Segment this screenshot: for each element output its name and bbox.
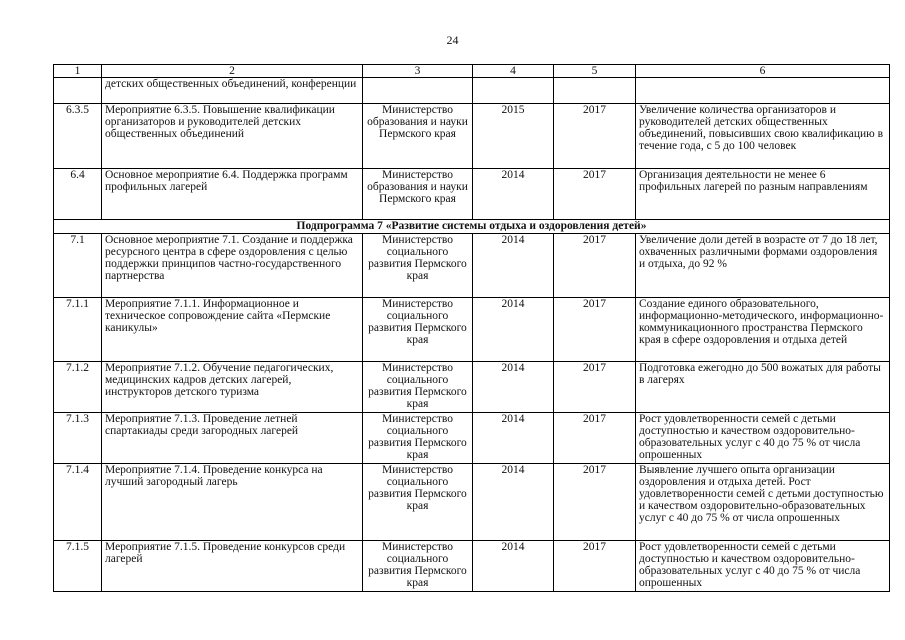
start-year	[473, 78, 554, 104]
table-row	[54, 413, 890, 464]
expected-result: Организация деятельности не менее 6 профильных лагерей по разным направлениям	[636, 169, 890, 220]
end-year: 2017	[554, 234, 636, 298]
activity-number: 6.3.5	[54, 104, 102, 169]
end-year: 2017	[554, 464, 636, 541]
responsible-ministry: Министерство образования и науки Пермского края	[363, 104, 473, 169]
activity-title: Мероприятие 7.1.1. Информационное и техническое сопровождение сайта «Пермские каникулы»	[102, 298, 363, 362]
responsible-ministry: Министерство социального развития Пермского края	[363, 234, 473, 298]
expected-result: Увеличение количества организаторов и руководителей детских общественных объединений, повысивших свою квалификацию в течение года, с 5 до 100 человек	[636, 104, 890, 169]
expected-result: Рост удовлетворенности семей с детьми доступностью и качеством оздоровительно-образовательных услуг с 40 до 75 % от числа опрошенных	[636, 541, 890, 592]
end-year: 2017	[554, 362, 636, 413]
activity-number: 7.1.2	[54, 362, 102, 413]
start-year: 2014	[473, 234, 554, 298]
responsible-ministry: Министерство социального развития Пермского края	[363, 413, 473, 464]
expected-result: Создание единого образовательного, информационно-методического, информационно-коммуникационного пространства Пермского края в сфере оздоровления и отдыха детей	[636, 298, 890, 362]
table-row	[54, 234, 890, 298]
table-row	[54, 464, 890, 541]
activity-title: Мероприятие 7.1.3. Проведение летней спартакиады среди загородных лагерей	[102, 413, 363, 464]
expected-result: Подготовка ежегодно до 500 вожатых для работы в лагерях	[636, 362, 890, 413]
activity-title: детских общественных объединений, конференции	[102, 78, 363, 104]
end-year: 2017	[554, 169, 636, 220]
activity-title: Мероприятие 7.1.4. Проведение конкурса на лучший загородный лагерь	[102, 464, 363, 541]
start-year: 2014	[473, 298, 554, 362]
column-number: 1	[54, 65, 102, 78]
start-year: 2014	[473, 464, 554, 541]
start-year: 2014	[473, 541, 554, 592]
table-row	[54, 104, 890, 169]
table-row	[54, 78, 890, 104]
activity-number: 7.1	[54, 234, 102, 298]
table-row	[54, 362, 890, 413]
page-number: 24	[446, 33, 459, 47]
activity-title: Мероприятие 7.1.5. Проведение конкурсов среди лагерей	[102, 541, 363, 592]
column-number: 5	[554, 65, 636, 78]
subprogram-heading-row	[54, 220, 890, 234]
responsible-ministry	[363, 78, 473, 104]
end-year: 2017	[554, 541, 636, 592]
start-year: 2014	[473, 362, 554, 413]
activity-title: Основное мероприятие 6.4. Поддержка программ профильных лагерей	[102, 169, 363, 220]
activity-title: Мероприятие 6.3.5. Повышение квалификации организаторов и руководителей детских общественных объединений	[102, 104, 363, 169]
activity-number: 7.1.4	[54, 464, 102, 541]
column-number: 6	[636, 65, 890, 78]
start-year: 2014	[473, 169, 554, 220]
expected-result: Выявление лучшего опыта организации оздоровления и отдыха детей. Рост удовлетворенности семей с детьми доступностью и качеством оздоровительно-образовательных услуг с 40 до 75 % от числа опрошенных	[636, 464, 890, 541]
activity-number: 7.1.5	[54, 541, 102, 592]
column-number-row	[54, 65, 890, 78]
responsible-ministry: Министерство образования и науки Пермского края	[363, 169, 473, 220]
table-row	[54, 541, 890, 592]
activity-number	[54, 78, 102, 104]
activity-number: 7.1.3	[54, 413, 102, 464]
activities-table	[53, 64, 890, 592]
table-row	[54, 169, 890, 220]
responsible-ministry: Министерство социального развития Пермского края	[363, 541, 473, 592]
subprogram-heading: Подпрограмма 7 «Развитие системы отдыха и оздоровления детей»	[54, 220, 890, 234]
start-year: 2014	[473, 413, 554, 464]
column-number: 4	[473, 65, 554, 78]
end-year	[554, 78, 636, 104]
responsible-ministry: Министерство социального развития Пермского края	[363, 464, 473, 541]
activity-number: 6.4	[54, 169, 102, 220]
start-year: 2015	[473, 104, 554, 169]
table-row	[54, 298, 890, 362]
expected-result	[636, 78, 890, 104]
column-number: 3	[363, 65, 473, 78]
expected-result: Увеличение доли детей в возрасте от 7 до 18 лет, охваченных различными формами оздоровления и отдыха, до 92 %	[636, 234, 890, 298]
end-year: 2017	[554, 413, 636, 464]
end-year: 2017	[554, 104, 636, 169]
expected-result: Рост удовлетворенности семей с детьми доступностью и качеством оздоровительно-образовательных услуг с 40 до 75 % от числа опрошенных	[636, 413, 890, 464]
column-number: 2	[102, 65, 363, 78]
activity-number: 7.1.1	[54, 298, 102, 362]
responsible-ministry: Министерство социального развития Пермского края	[363, 362, 473, 413]
activity-title: Мероприятие 7.1.2. Обучение педагогических, медицинских кадров детских лагерей, инструкторов детского туризма	[102, 362, 363, 413]
end-year: 2017	[554, 298, 636, 362]
responsible-ministry: Министерство социального развития Пермского края	[363, 298, 473, 362]
activity-title: Основное мероприятие 7.1. Создание и поддержка ресурсного центра в сфере оздоровления с целью поддержки принципов частно-государственного партнерства	[102, 234, 363, 298]
